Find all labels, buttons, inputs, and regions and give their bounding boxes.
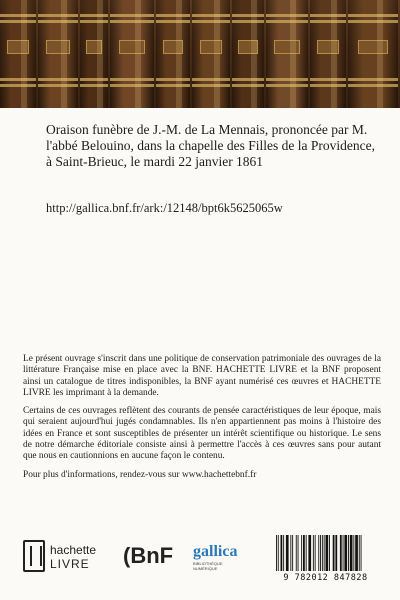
isbn-barcode <box>268 535 383 585</box>
book-spine <box>232 0 264 108</box>
barcode-bar <box>276 535 277 571</box>
barcode-bar <box>296 535 297 571</box>
footer-logos <box>23 535 383 585</box>
barcode-bar <box>335 535 337 571</box>
barcode-bar <box>340 535 342 571</box>
barcode-bar <box>324 535 325 571</box>
cover-photo-books <box>0 0 400 108</box>
barcode-bar <box>283 535 284 571</box>
barcode-bar <box>306 535 307 571</box>
barcode-bar <box>329 535 330 571</box>
bnf-logo-text: BnF <box>130 543 174 568</box>
gallica-ark-url[interactable]: http://gallica.bnf.fr/ark:/12148/bpt6k5625065w <box>46 201 283 215</box>
notice-paragraph-3: Pour plus d'informations, rendez-vous sur www.hachettebnf.fr <box>23 469 257 480</box>
barcode-bar <box>326 535 329 571</box>
barcode-bar <box>353 535 354 571</box>
barcode-bar <box>303 535 305 571</box>
book-spine <box>348 0 398 108</box>
barcode-bar <box>320 535 321 571</box>
barcode-bar <box>281 535 283 571</box>
bnf-logo: (BnF <box>123 543 174 568</box>
barcode-bar <box>348 535 349 571</box>
book-spine <box>266 0 308 108</box>
barcode-bar <box>290 535 291 571</box>
hachette-h-icon <box>23 540 45 572</box>
book-spine <box>192 0 230 108</box>
hachette-logo-word: hachette <box>50 543 97 557</box>
publisher-notice <box>23 354 381 488</box>
gallica-logo <box>193 543 238 573</box>
book-spine <box>80 0 108 108</box>
barcode-bar <box>344 535 347 571</box>
barcode-bar <box>313 535 314 571</box>
barcode-bar <box>322 535 323 571</box>
barcode-bar <box>292 535 293 571</box>
book-spine <box>110 0 154 108</box>
barcode-bar <box>361 535 362 571</box>
book-spine <box>38 0 78 108</box>
gallica-logo-text: gallica <box>193 543 238 560</box>
barcode-bar <box>350 535 353 571</box>
barcode-bar <box>315 535 316 571</box>
barcode-bar <box>355 535 358 571</box>
barcode-bars <box>268 535 383 573</box>
book-spine <box>310 0 346 108</box>
livre-logo-word: LIVRE <box>50 557 90 571</box>
barcode-bar <box>333 535 335 571</box>
barcode-digits: 9 782012 847828 <box>283 573 368 583</box>
book-spine <box>156 0 190 108</box>
barcode-bar <box>318 535 319 571</box>
notice-paragraph-2: Certains de ces ouvrages reflètent des courants de pensée caractéristiques de leur époque, mais qui seraient aujourd'hui jugés condamnables. Ils n'en appartiennent pas moins à l'histoire des idées en France et sont susceptibles de présenter un intérêt scientifique ou historique. Le sens de notre démarche éditoriale consiste ainsi à permettre l'accès à ces œuvres sans pour autant que nous en cautionnions en aucune façon le contenu. <box>23 406 381 462</box>
notice-paragraph-1: Le présent ouvrage s'inscrit dans une politique de conservation patrimoniale des ouvrages de la littérature Française mise en place avec la BNF. HACHETTE LIVRE et la BNF proposent ainsi un catalogue de titres indisponibles, la BNF ayant numérisé ces œuvres et HACHETTE LIVRE les imprimant à la demande. <box>23 354 381 398</box>
barcode-bar <box>278 535 279 571</box>
barcode-bar <box>308 535 311 571</box>
hachette-livre-logo <box>23 540 97 576</box>
gallica-logo-subtitle: BIBLIOTHÈQUE NUMÉRIQUE <box>193 561 223 571</box>
barcode-bar <box>343 535 344 571</box>
barcode-bar <box>286 535 289 571</box>
barcode-bar <box>301 535 302 571</box>
barcode-bar <box>359 535 360 571</box>
barcode-bar <box>298 535 299 571</box>
book-spine <box>0 0 36 108</box>
book-title: Oraison funèbre de J.-M. de La Mennais, prononcée par M. l'abbé Belouino, dans la chapelle des Filles de la Providence, à Saint-Brieuc, le mardi 22 janvier 1861 <box>46 122 375 169</box>
